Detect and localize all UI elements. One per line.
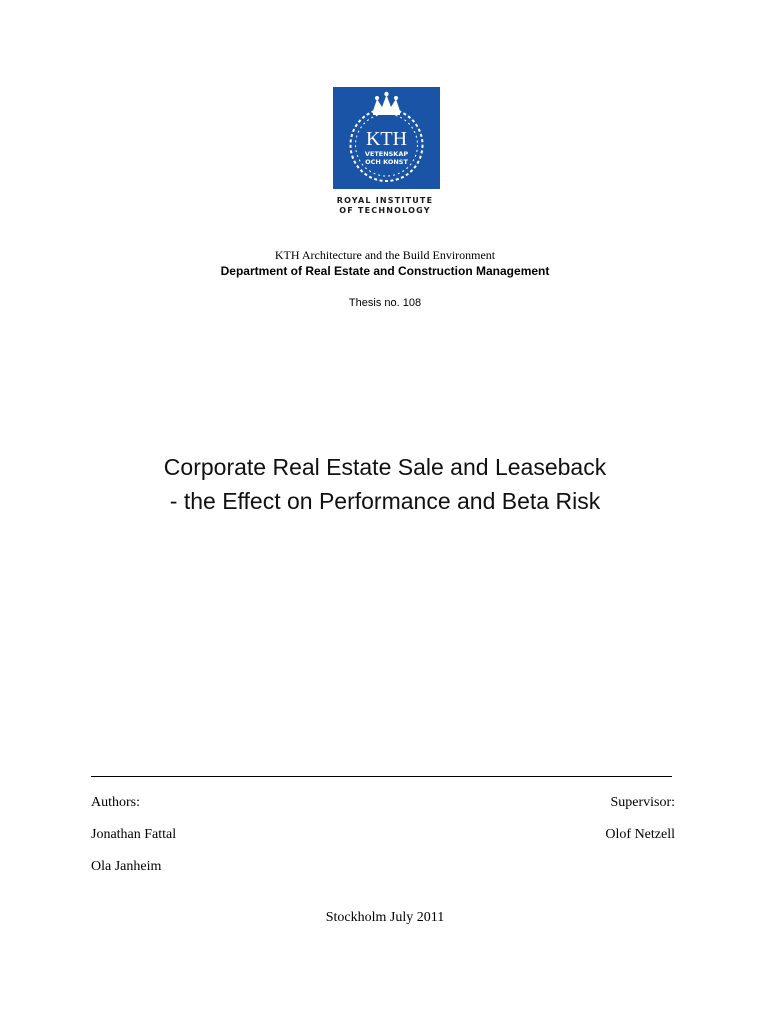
emblem-text: KTH [365, 128, 408, 150]
author-name-1: Jonathan Fattal [91, 827, 177, 842]
motto-line-2: OCH KONST [365, 158, 408, 166]
supervisor-name: Olof Netzell [605, 827, 675, 842]
author-name-2: Ola Janheim [91, 859, 162, 874]
divider-rule [91, 776, 672, 777]
logo-caption-line-2: OF TECHNOLOGY [339, 206, 431, 215]
school-name: KTH Architecture and the Build Environment [274, 248, 496, 262]
authors-label: Authors: [91, 795, 140, 810]
supervisor-label: Supervisor: [610, 795, 675, 810]
thesis-number: Thesis no. 108 [348, 297, 422, 309]
logo-caption [300, 196, 470, 216]
motto-line-1: VETENSKAP [364, 150, 409, 158]
kth-emblem-icon [333, 87, 440, 189]
thesis-title [0, 450, 770, 518]
title-line-1: Corporate Real Estate Sale and Leaseback [163, 454, 607, 480]
kth-logo [333, 87, 440, 189]
logo-caption-line-1: ROYAL INSTITUTE [336, 196, 434, 205]
department-name: Department of Real Estate and Construction Management [220, 264, 550, 278]
title-line-2: - the Effect on Performance and Beta Risk [169, 488, 601, 514]
place-date: Stockholm July 2011 [325, 910, 445, 925]
